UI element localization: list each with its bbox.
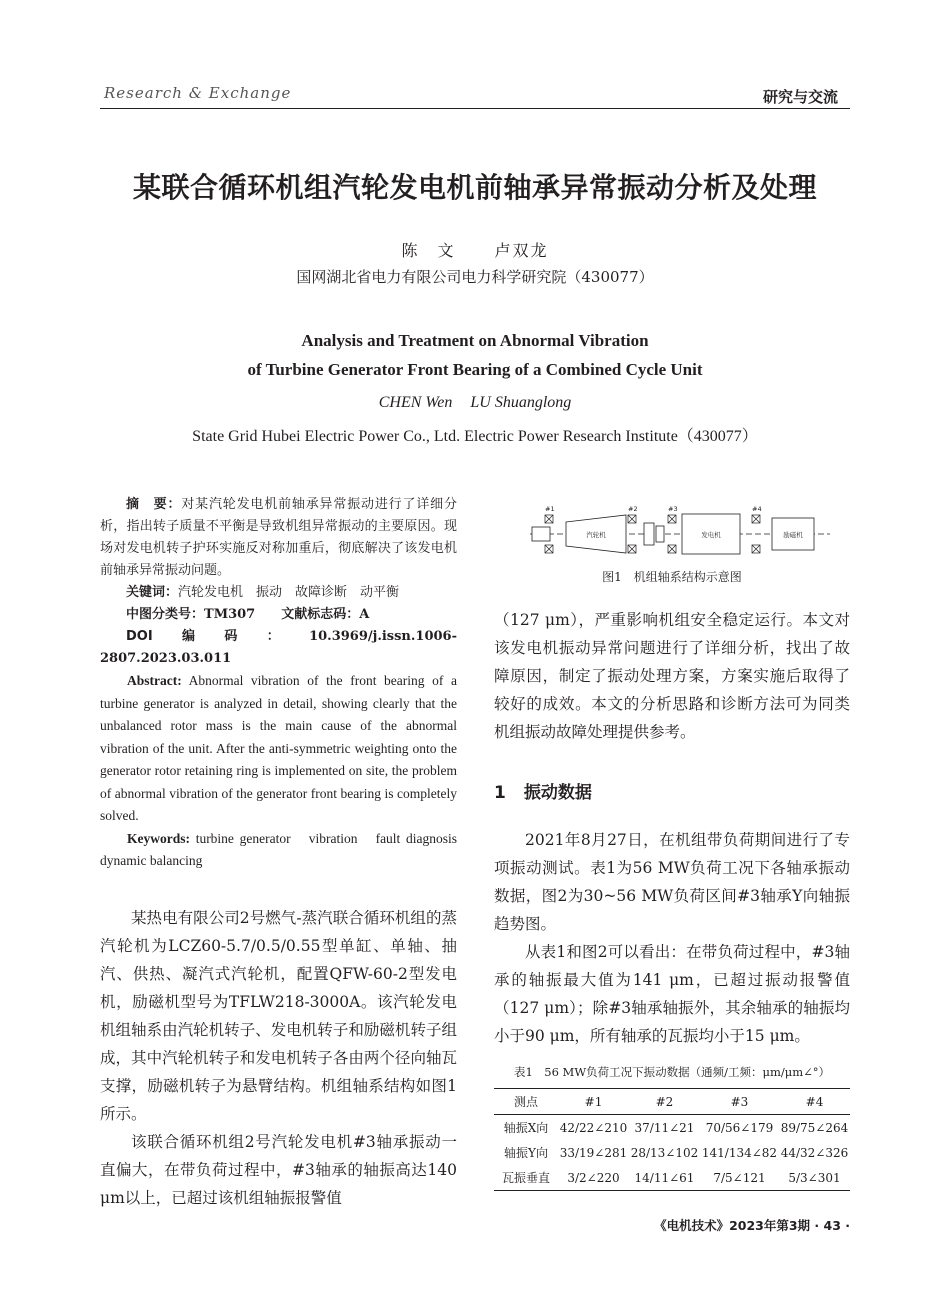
shaft-end-left bbox=[532, 527, 550, 541]
classification-line bbox=[100, 604, 457, 626]
author-en-1: CHEN Wen bbox=[378, 394, 453, 411]
abstract-en-text: Abnormal vibration of the front bearing of a turbine generator is analyzed in detail, showing clearly that the unbalanced rotor mass is the main cause of the abnormal vibration of the unit. After the anti-symmetric weighting onto the generator rotor retaining ring is implemented on site, the problem of abnormal vibration of the generator front bearing is completely solved. bbox=[100, 673, 457, 823]
table-cell: 瓦振垂直 bbox=[501, 1171, 550, 1185]
keywords-cn bbox=[100, 582, 457, 604]
header-rule bbox=[100, 108, 850, 109]
table-row bbox=[494, 1165, 850, 1191]
bearing-label-2: #2 bbox=[628, 505, 638, 513]
table-header-cell: #4 bbox=[805, 1094, 824, 1109]
vibration-data-table bbox=[494, 1088, 850, 1191]
authors-cn bbox=[0, 238, 950, 261]
table-caption: 表1 56 MW负荷工况下振动数据（通频/工频：μm/μm∠°） bbox=[513, 1065, 831, 1079]
bearing-label-3: #3 bbox=[668, 505, 678, 513]
generator-label: 发电机 bbox=[701, 531, 721, 539]
abstract-cn bbox=[100, 494, 457, 582]
clc-label: 中图分类号： bbox=[126, 607, 205, 622]
table-row bbox=[494, 1140, 850, 1165]
section-heading bbox=[494, 778, 592, 803]
affiliation-cn: 国网湖北省电力有限公司电力科学研究院（430077） bbox=[296, 268, 654, 286]
table-cell: 89/75∠264 bbox=[780, 1120, 849, 1135]
abstract-block bbox=[100, 494, 471, 873]
bearing-label-4: #4 bbox=[752, 505, 762, 513]
table-cell: 7/5∠121 bbox=[713, 1170, 766, 1185]
doi-label: DOI编码： bbox=[126, 629, 310, 644]
table-cell: 3/2∠220 bbox=[567, 1170, 620, 1185]
body-paragraph: 2021年8月27日，在机组带负荷期间进行了专项振动测试。表1为56 MW负荷工况下各轴承振动数据，图2为30~56 MW负荷区间#3轴承Y向轴振趋势图。 bbox=[494, 831, 850, 933]
shaft-system-figure bbox=[530, 502, 830, 566]
page-footer: 《电机技术》2023年第3期 · 43 · bbox=[654, 1218, 850, 1233]
abstract-label: 摘 要： bbox=[126, 497, 182, 512]
author-cn-2: 卢双龙 bbox=[494, 241, 549, 260]
body-paragraph: 某热电有限公司2号燃气-蒸汽联合循环机组的蒸汽轮机为LCZ60-5.7/0.5/0.55型单缸、单轴、抽汽、供热、凝汽式汽轮机，配置QFW-60-2型发电机，励磁机型号为TFLW218-3000A。该汽轮发电机组轴系由汽轮机转子、发电机转子和励磁机转子组成，其中汽轮机转子和发电机转子各由两个径向轴瓦支撑，励磁机转子为悬臂结构。机组轴系结构如图1所示。 bbox=[100, 909, 457, 1123]
table-cell: 轴振X向 bbox=[503, 1121, 549, 1135]
abstract-en bbox=[100, 670, 457, 828]
abstract-en-label: Abstract: bbox=[127, 673, 182, 688]
author-en-2: LU Shuanglong bbox=[470, 394, 572, 411]
bearing-label-1: #1 bbox=[545, 505, 555, 513]
keywords-en-label: Keywords: bbox=[127, 830, 190, 846]
table-row bbox=[494, 1115, 850, 1141]
running-header-left: Research & Exchange bbox=[104, 84, 292, 102]
doccode-value: A bbox=[359, 607, 370, 622]
section-title: 振动数据 bbox=[523, 783, 592, 803]
table-header-cell: #3 bbox=[730, 1094, 749, 1109]
doccode-label: 文献标志码： bbox=[281, 607, 360, 622]
table-header-cell: #1 bbox=[584, 1094, 603, 1109]
table-header-cell: #2 bbox=[655, 1094, 674, 1109]
title-en-line-2: of Turbine Generator Front Bearing of a Combined Cycle Unit bbox=[247, 360, 703, 379]
table-cell: 37/11∠21 bbox=[634, 1120, 695, 1135]
title-en-line-1: Analysis and Treatment on Abnormal Vibration bbox=[301, 331, 649, 350]
keywords-text: 汽轮发电机 振动 故障诊断 动平衡 bbox=[178, 585, 400, 600]
table-cell: 33/19∠281 bbox=[559, 1145, 628, 1160]
affiliation-en: State Grid Hubei Electric Power Co., Ltd. Electric Power Research Institute（430077） bbox=[192, 428, 758, 445]
author-cn-1: 陈 文 bbox=[401, 241, 456, 260]
clc-value: TM307 bbox=[204, 607, 256, 622]
abstract-text: 对某汽轮发电机前轴承异常振动进行了详细分析，指出转子质量不平衡是导致机组异常振动的主要原因。现场对发电机转子护环实施反对称加重后，彻底解决了该发电机前轴承异常振动问题。 bbox=[100, 497, 457, 578]
table-cell: 141/134∠82 bbox=[701, 1145, 778, 1160]
body-paragraph: 该联合循环机组2号汽轮发电机#3轴承振动一直偏大，在带负荷过程中，#3轴承的轴振高达140 μm以上，已超过该机组轴振报警值 bbox=[100, 1133, 457, 1207]
authors-en bbox=[0, 394, 950, 412]
turbine-label: 汽轮机 bbox=[586, 531, 606, 539]
body-left-column bbox=[100, 904, 457, 1212]
keywords-label: 关键词： bbox=[126, 585, 179, 600]
keywords-en bbox=[100, 828, 471, 873]
paper-title-cn: 某联合循环机组汽轮发电机前轴承异常振动分析及处理 bbox=[132, 171, 817, 204]
table-cell: 5/3∠301 bbox=[788, 1170, 841, 1185]
table-cell: 轴振Y向 bbox=[504, 1146, 548, 1160]
table-header-cell: 测点 bbox=[513, 1095, 538, 1109]
coupling-1 bbox=[644, 523, 654, 545]
body-paragraph: 从表1和图2可以看出：在带负荷过程中，#3轴承的轴振最大值为141 μm，已超过振动报警值（127 μm）；除#3轴承轴振外，其余轴承的轴振均小于90 μm，所有轴承的瓦振均小于15 μm。 bbox=[494, 943, 850, 1045]
figure-caption: 图1 机组轴系结构示意图 bbox=[602, 570, 742, 584]
exciter-label: 励磁机 bbox=[783, 531, 803, 539]
body-paragraph: （127 μm），严重影响机组安全稳定运行。本文对该发电机振动异常问题进行了详细分析，找出了故障原因，制定了振动处理方案，方案实施后取得了较好的成效。本文的分析思路和诊断方法可为同类机组振动故障处理提供参考。 bbox=[494, 611, 850, 741]
coupling-2 bbox=[656, 526, 664, 542]
doi-value: 10.3969/j.issn.1006-2807.2023.03.011 bbox=[100, 629, 457, 666]
body-right-top bbox=[494, 606, 850, 746]
running-header-right: 研究与交流 bbox=[762, 88, 838, 106]
body-right-column bbox=[494, 826, 850, 1050]
table-cell: 44/32∠326 bbox=[780, 1145, 849, 1160]
section-number: 1 bbox=[494, 783, 506, 803]
table-cell: 42/22∠210 bbox=[559, 1120, 628, 1135]
keywords-en-text: turbine generator vibration fault diagnosis dynamic balancing bbox=[100, 830, 471, 868]
table-cell: 70/56∠179 bbox=[705, 1120, 774, 1135]
table-header-row bbox=[494, 1089, 850, 1115]
paper-title-en bbox=[0, 326, 950, 384]
doi-line bbox=[100, 626, 457, 670]
table-cell: 28/13∠102 bbox=[630, 1145, 699, 1160]
table-cell: 14/11∠61 bbox=[634, 1170, 695, 1185]
